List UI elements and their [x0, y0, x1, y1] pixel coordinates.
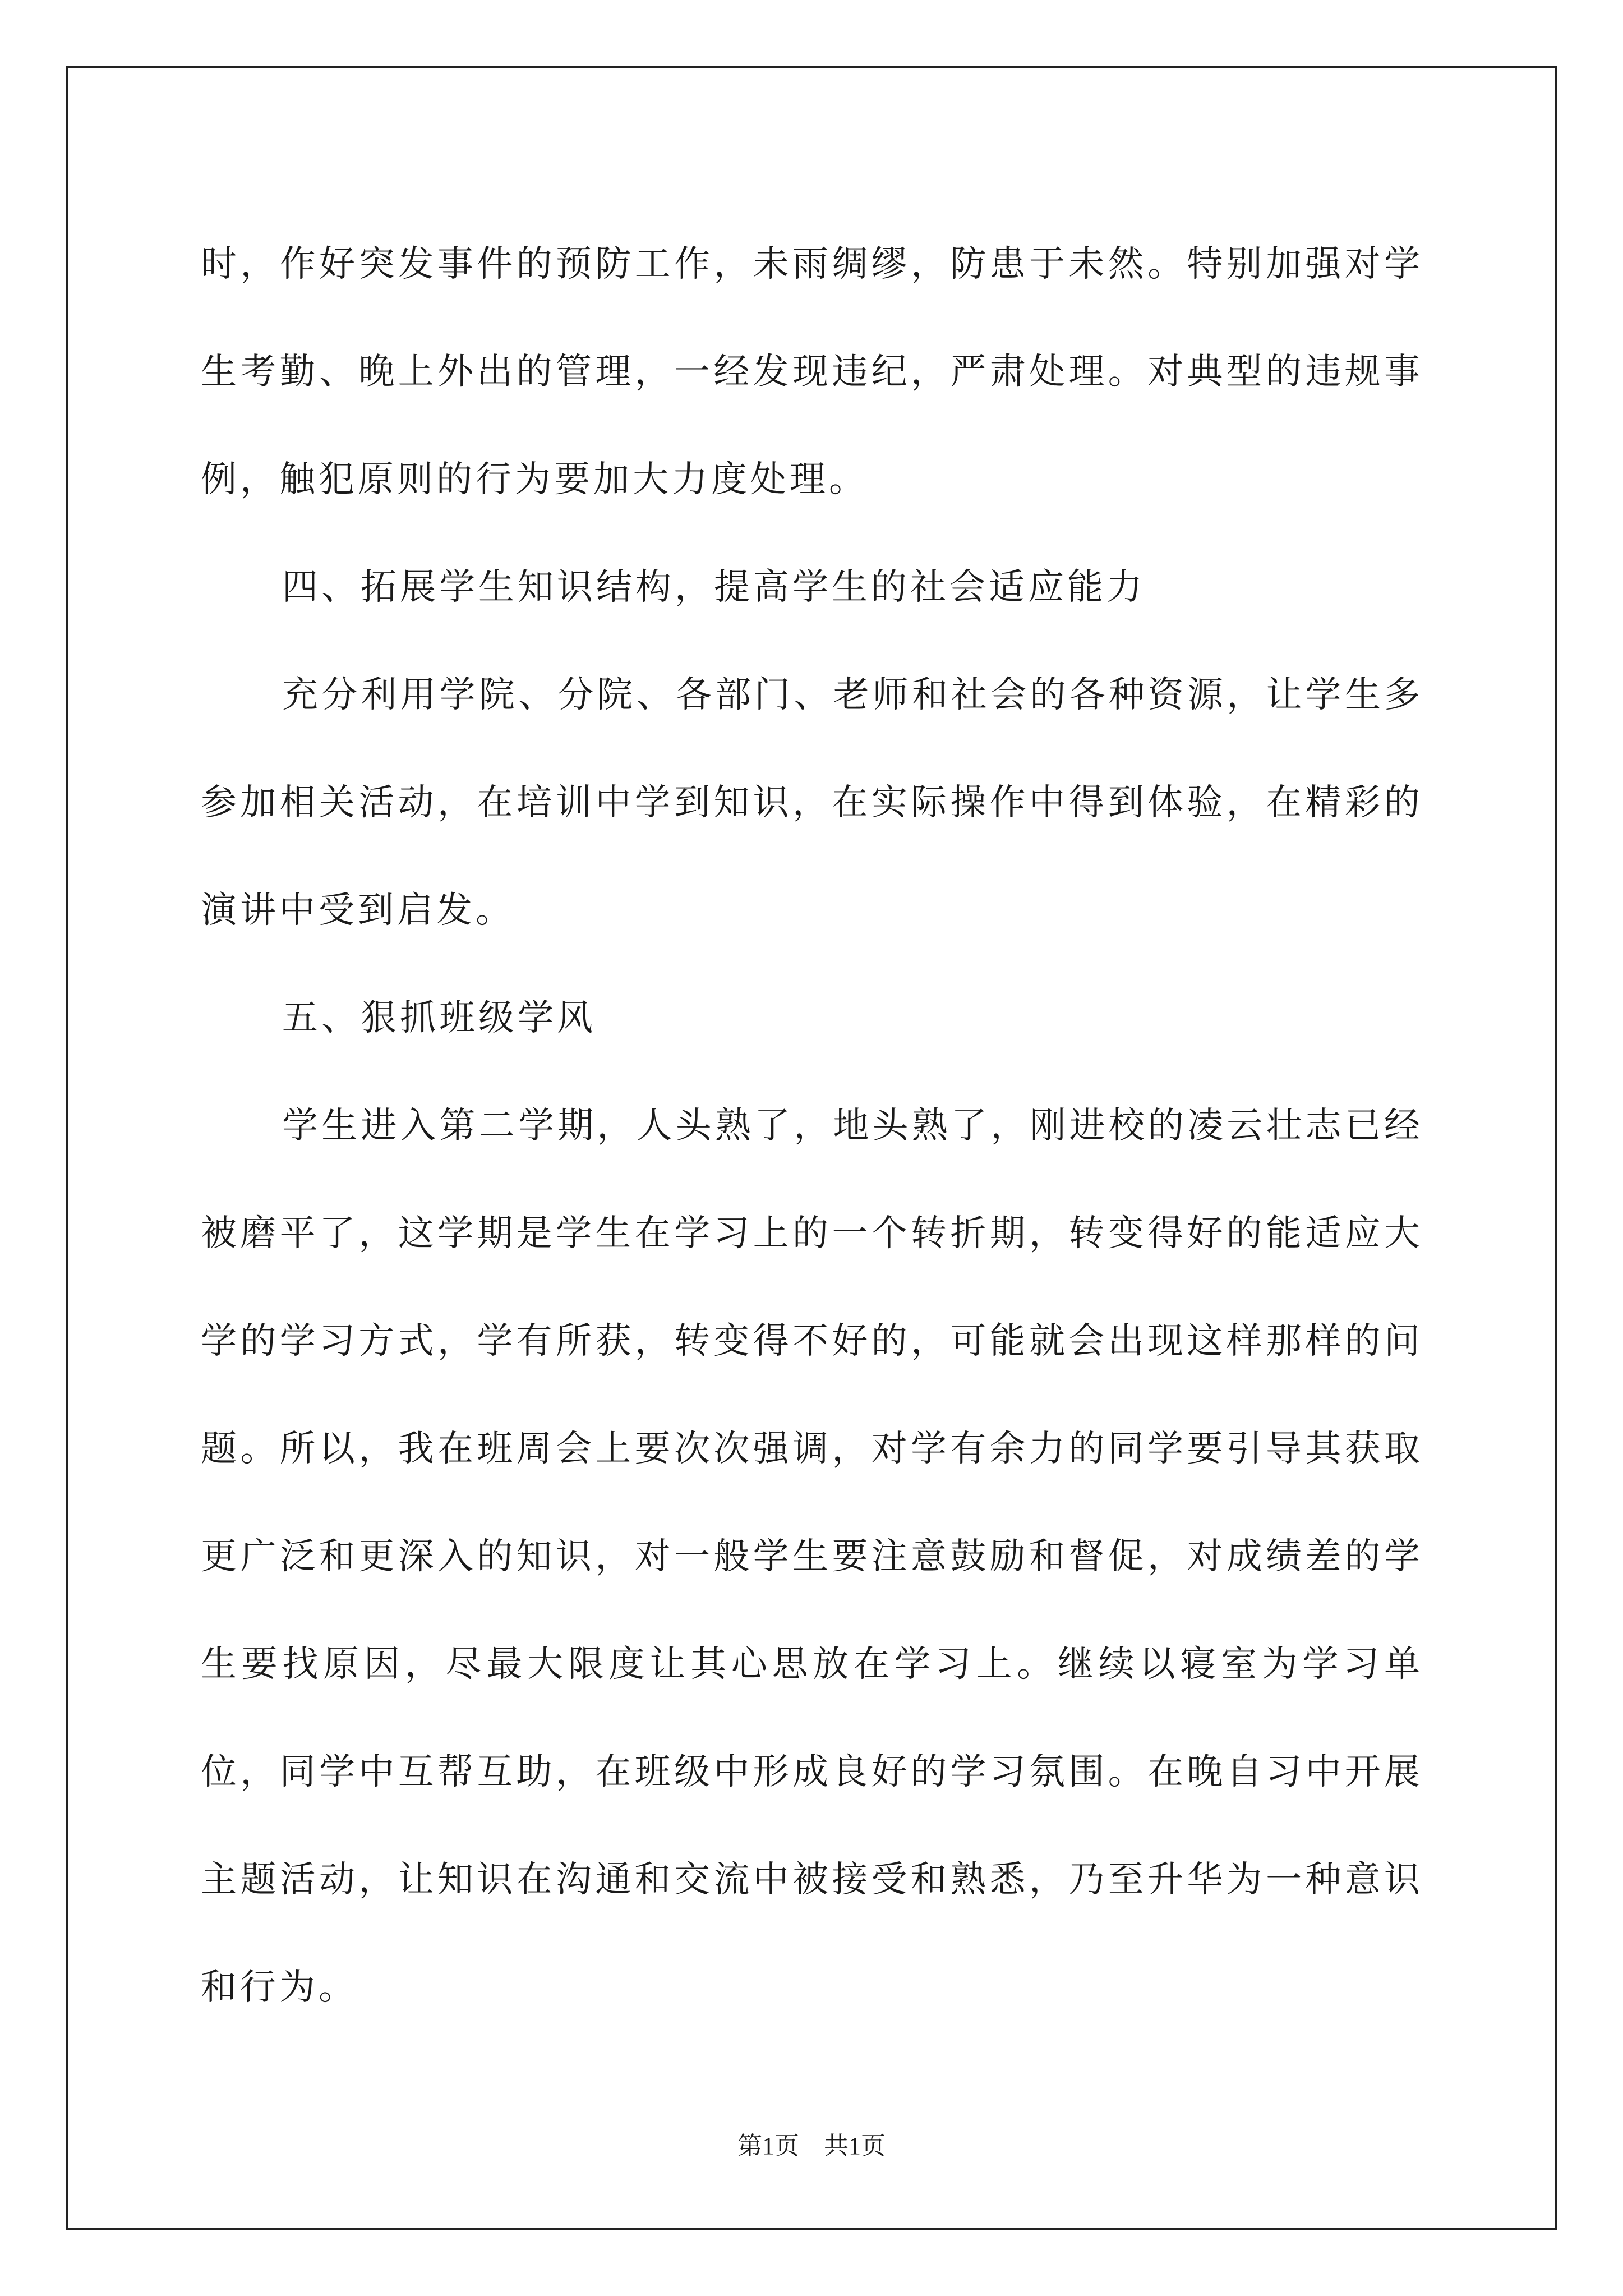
page-total: 共1页	[824, 2132, 886, 2160]
document-body	[201, 210, 1423, 2041]
paragraph-study-style: 学生进入第二学期，人头熟了，地头熟了，刚进校的凌云壮志已经被磨平了，这学期是学生在学习上的一个转折期，转变得好的能适应大学的学习方式，学有所获，转变得不好的，可能就会出现这样那样的问题。所以，我在班周会上要次次强调，对学有余力的同学要引导其获取更广泛和更深入的知识，对一般学生要注意鼓励和督促，对成绩差的学生要找原因，尽最大限度让其心思放在学习上。继续以寝室为学习单位，同学中互帮互助，在班级中形成良好的学习氛围。在晚自习中开展主题活动，让知识在沟通和交流中被接受和熟悉，乃至升华为一种意识和行为。	[201, 1105, 1423, 2008]
section-heading-4: 四、拓展学生知识结构，提高学生的社会适应能力	[282, 567, 1146, 608]
page-footer	[0, 2131, 1623, 2162]
paragraph-continuation: 时，作好突发事件的预防工作，未雨绸缪，防患于未然。特别加强对学生考勤、晚上外出的管理，一经发现违纪，严肃处理。对典型的违规事例，触犯原则的行为要加大力度处理。	[201, 243, 1423, 500]
section-heading-5: 五、狠抓班级学风	[282, 997, 596, 1039]
page-number: 第1页	[737, 2132, 799, 2160]
paragraph-resources: 充分利用学院、分院、各部门、老师和社会的各种资源，让学生多参加相关活动，在培训中学到知识，在实际操作中得到体验，在精彩的演讲中受到启发。	[201, 674, 1423, 931]
